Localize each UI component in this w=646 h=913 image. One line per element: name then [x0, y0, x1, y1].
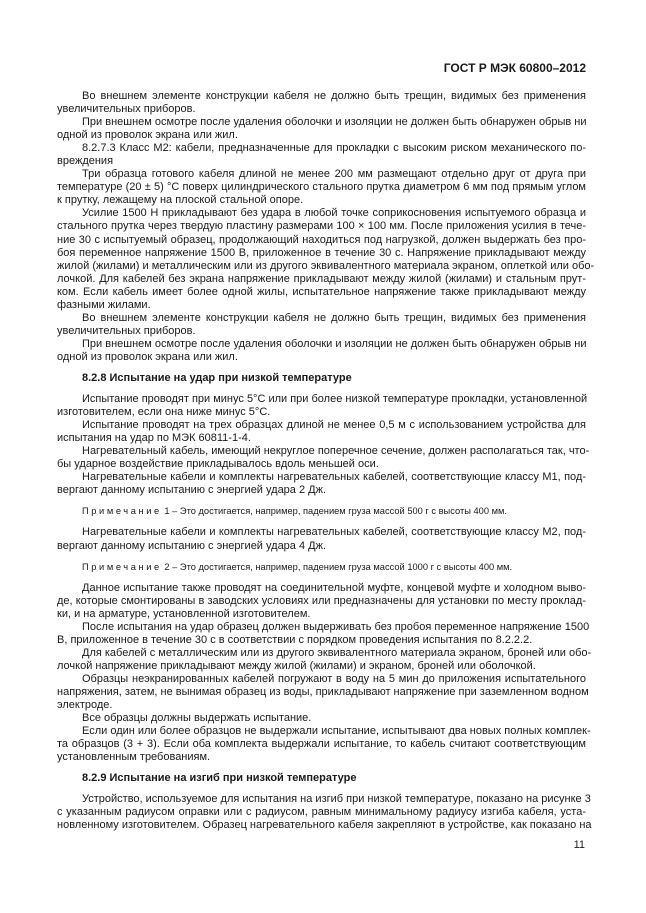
text-line: Нагревательные кабели и комплекты нагревательных кабелей, соответствующие классу М1, под- — [82, 471, 586, 484]
paragraph — [57, 526, 586, 552]
text-line: вреждения — [57, 155, 114, 168]
text-line: Испытание проводят при минус 5°С или при более низкой температуре прокладки, установленной — [82, 393, 588, 406]
text-line: Три образца готового кабеля длиной не менее 200 мм размещают отдельно друг от друга при — [82, 168, 586, 181]
section-heading-8-2-9: 8.2.9 Испытание на изгиб при низкой температуре — [82, 772, 357, 785]
text-line: В, приложенное в течение 30 с в соответствии с порядком проведения испытания по 8.2.2.2. — [57, 633, 533, 646]
text-line: 8.2.7.3 Класс М2: кабели, предназначенные для прокладки с высоким риском механического по- — [82, 142, 586, 155]
text-line: с указанным радиусом оправки или с радиусом, равным минимальному радиусу изгиба кабеля, уста- — [57, 806, 586, 819]
text-line: к прутку, лежащему на плоской стальной опоре. — [57, 194, 304, 207]
text-line: электроде. — [57, 699, 113, 712]
text-line: Все образцы должны выдержать испытание. — [82, 712, 312, 725]
paragraph — [57, 90, 586, 116]
note-text: 2 – Это достигается, например, падением груза массой 1000 г с высоты 400 мм. — [161, 561, 513, 572]
text-line: Данное испытание также проводят на соединительной муфте, концевой муфте и холодном выво- — [82, 581, 586, 594]
text-line: жилой (жилами) и металлическим или из другого эквивалентного материала экраном, оплеткой или обо- — [57, 259, 595, 272]
note-label: Примечание — [82, 561, 162, 572]
paragraph — [57, 725, 591, 764]
note-2 — [82, 561, 586, 574]
section-heading-8-2-8: 8.2.8 Испытание на удар при низкой температуре — [82, 371, 352, 384]
text-line: одной из проволок экрана или жил. — [57, 129, 238, 142]
paragraph — [57, 312, 586, 338]
text-line: увеличительных приборов. — [57, 324, 196, 337]
text-line: Нагревательные кабели и комплекты нагревательных кабелей, соответствующие классу М2, под- — [82, 526, 586, 539]
text-line: После испытания на удар образец должен выдерживать без пробоя переменное напряжение 1500 — [82, 620, 590, 633]
paragraph — [57, 620, 590, 647]
note-text: 1 – Это достигается, например, падением груза массой 500 г с высоты 400 мм. — [161, 506, 507, 517]
text-line: Если один или более образцов не выдержали испытание, испытывают два новых полных комплек- — [82, 725, 591, 738]
text-line: вергают данному испытанию с энергией удара 4 Дж. — [57, 539, 327, 552]
paragraph — [57, 471, 586, 497]
text-line: Образцы неэкранированных кабелей погружают в воду на 5 мин до приложения испытательного — [82, 672, 586, 685]
section-a — [57, 90, 595, 364]
paragraph — [57, 672, 589, 712]
paragraph — [57, 712, 586, 725]
text-line: температуре (20 ± 5) °С поверх цилиндрического стального прутка диаметром 6 мм под прямым углом — [57, 181, 586, 194]
paragraph — [57, 142, 586, 168]
text-line: фазными жилами. — [57, 298, 151, 311]
text-line: новленному изготовителем. Образец нагревательного кабеля закрепляют в устройстве, как показано на — [57, 819, 592, 832]
text-line: вергают данному испытанию с энергией удара 2 Дж. — [57, 484, 327, 497]
document-body — [57, 90, 595, 832]
text-line: При внешнем осмотре после удаления оболочки и изоляции не должен быть обнаружен обрыв ни — [82, 337, 587, 350]
paragraph — [57, 445, 590, 471]
paragraph — [57, 646, 592, 673]
text-line: бы ударное воздействие прикладывалось вдоль меньшей оси. — [57, 458, 379, 471]
text-line: При внешнем осмотре после удаления оболочки и изоляции не должен быть обнаружен обрыв ни — [82, 116, 587, 129]
text-line: установленным требованиям. — [57, 751, 211, 764]
page-number: 11 — [573, 839, 585, 851]
text-line: Во внешнем элементе конструкции кабеля не должно быть трещин, видимых без применения — [82, 90, 586, 102]
document-header: ГОСТ Р МЭК 60800–2012 — [443, 61, 586, 75]
text-line: изготовителем, если она ниже минус 5°С. — [57, 406, 271, 419]
text-line: та образцов (3 + 3). Если оба комплекта выдержали испытание, то кабель считают соответствующим — [57, 738, 586, 751]
text-line: увеличительных приборов. — [57, 103, 196, 116]
paragraph — [57, 116, 586, 142]
section-b — [57, 393, 590, 497]
paragraph — [57, 582, 586, 621]
text-line: ком. Если кабель имеет более одной жилы, испытательное напряжение также прикладывают между — [57, 285, 586, 298]
text-line: ки, и на арматуре, установленной изготовителем. — [57, 607, 311, 620]
text-line: Устройство, используемое для испытания на изгиб при низкой температуре, показано на рисунке 3 — [82, 793, 591, 806]
text-line: ние 30 с испытуемый образец, продолжающий находиться под нагрузкой, должен выдержать без про- — [57, 233, 586, 246]
section-c — [57, 526, 586, 552]
paragraph — [57, 168, 586, 207]
text-line: одной из проволок экрана или жил. — [57, 350, 238, 363]
paragraph — [57, 338, 586, 364]
text-line: напряжения, затем, не вынимая образец из воды, прикладывают напряжение при заземленном водном — [57, 685, 589, 698]
text-line: лочкой напряжение прикладывают между жилой (жилами) и экраном, броней или оболочкой. — [57, 659, 536, 672]
text-line: Во внешнем элементе конструкции кабеля не должно быть трещин, видимых без применения — [82, 311, 586, 324]
text-line: Усилие 1500 Н прикладывают без удара в любой точке соприкосновения испытуемого образца и — [82, 207, 586, 220]
text-line: стального прутка через твердую пластину размерами 100 × 100 мм. После приложения усилия в тече- — [57, 220, 586, 233]
text-line: Для кабелей с металлическим или из другого эквивалентного материала экраном, броней или обо- — [82, 646, 592, 659]
paragraph — [57, 419, 586, 445]
note-label: Примечание — [82, 506, 162, 517]
section-e — [57, 793, 592, 832]
text-line: испытания на удар по МЭК 60811-1-4. — [57, 432, 251, 445]
note-1 — [82, 505, 586, 518]
text-line: Испытание проводят на трех образцах длиной не менее 0,5 м с использованием устройства для — [82, 419, 586, 432]
paragraph — [57, 207, 595, 311]
paragraph — [57, 793, 592, 832]
paragraph — [57, 393, 586, 419]
text-line: Нагревательный кабель, имеющий некруглое поперечное сечение, должен располагаться так, что- — [82, 445, 590, 458]
text-line: де, которые смонтированы в заводских условиях или предназначены для установки по месту проклад- — [57, 594, 586, 607]
section-d — [57, 581, 592, 765]
text-line: боя переменное напряжение 1500 В, приложенное в течение 30 с. Напряжение прикладывают между — [57, 246, 586, 259]
text-line: лочкой. Для кабелей без экрана напряжение прикладывают между жилой (жилами) и стальным прут- — [57, 272, 586, 285]
